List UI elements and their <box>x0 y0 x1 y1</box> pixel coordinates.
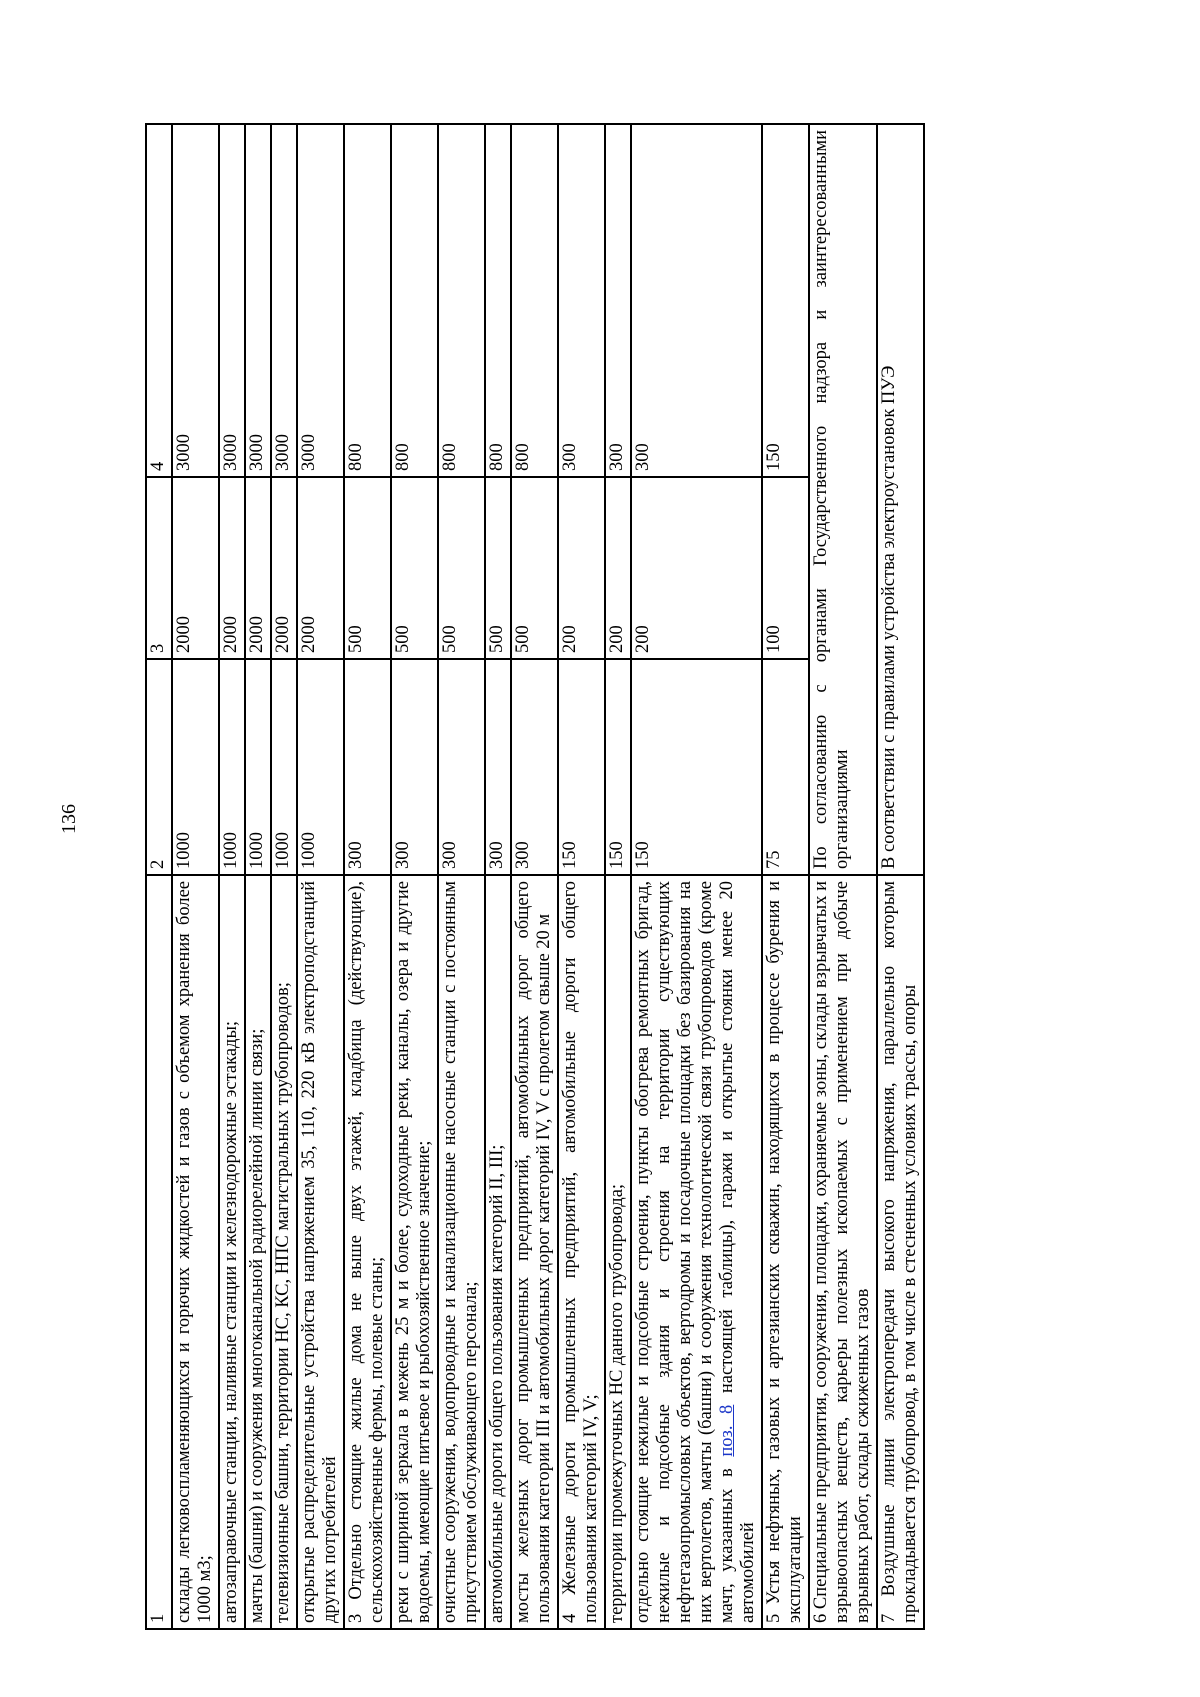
value-cell: 800 <box>438 124 485 477</box>
value-cell: 800 <box>485 124 511 477</box>
table-row <box>558 124 605 1629</box>
distance-table <box>145 123 925 1630</box>
value-cell: 800 <box>511 124 558 477</box>
object-cell: 7 Воздушные линии электропередачи высокого напряжения, параллельно которым прокладывается трубопровод, в том числе в стесненных условиях трассы, опоры <box>877 875 924 1629</box>
table-row <box>631 124 762 1629</box>
object-cell: реки с шириной зеркала в межень 25 м и более, судоходные реки, каналы, озера и другие водоемы, имеющие питьевое и рыбохозяйственное значение; <box>391 875 438 1629</box>
value-cell: 300 <box>438 659 485 875</box>
object-cell: открытые распределительные устройства напряжением 35, 110, 220 кВ электроподстанций других потребителей <box>297 875 344 1629</box>
value-cell: 150 <box>762 124 809 477</box>
merged-value-cell: По согласованию с органами Государственного надзора и заинтересованными организациями <box>809 124 877 875</box>
object-cell: мосты железных дорог промышленных предприятий, автомобильных дорог общего пользования категории III и автомобильных дорог категорий IV, V с пролетом свыше 20 м <box>511 875 558 1629</box>
object-text-after-link: настоящей таблицы), гаражи и открытые стоянки менее 20 автомобилей <box>717 880 758 1623</box>
value-cell: 800 <box>391 124 438 477</box>
merged-value-cell: В соответствии с правилами устройства электроустановок ПУЭ <box>877 124 924 875</box>
value-cell: 300 <box>631 124 762 477</box>
value-cell: 300 <box>391 659 438 875</box>
object-cell: телевизионные башни, территории НС, КС, НПС магистральных трубопроводов; <box>271 875 297 1629</box>
table-row <box>245 124 271 1629</box>
object-cell: 4 Железные дороги промышленных предприятий, автомобильные дороги общего пользования категорий IV, V; <box>558 875 605 1629</box>
value-cell: 500 <box>438 477 485 659</box>
value-cell: 100 <box>762 477 809 659</box>
value-cell: 300 <box>511 659 558 875</box>
value-cell: 1000 <box>172 659 219 875</box>
value-cell: 1000 <box>271 659 297 875</box>
position-8-link[interactable]: поз. 8 <box>717 1404 737 1457</box>
header-cell: 3 <box>146 477 172 659</box>
value-cell: 2000 <box>245 477 271 659</box>
header-cell: 2 <box>146 659 172 875</box>
object-cell <box>631 875 762 1629</box>
value-cell: 300 <box>344 659 391 875</box>
object-cell: мачты (башни) и сооружения многоканальной радиорелейной линии связи; <box>245 875 271 1629</box>
table-row <box>219 124 245 1629</box>
value-cell: 150 <box>631 659 762 875</box>
object-cell: 6 Специальные предприятия, сооружения, площадки, охраняемые зоны, склады взрывчатых и взрывоопасных веществ, карьеры полезных ископаемых с применением при добыче взрывных работ, склады сжиженных газов <box>809 875 877 1629</box>
object-cell: автозаправочные станции, наливные станции и железнодорожные эстакады; <box>219 875 245 1629</box>
value-cell: 500 <box>344 477 391 659</box>
object-cell: 5 Устья нефтяных, газовых и артезианских скважин, находящихся в процессе бурения и эксплуатации <box>762 875 809 1629</box>
value-cell: 500 <box>485 477 511 659</box>
table-row <box>605 124 631 1629</box>
table-row <box>391 124 438 1629</box>
object-cell: территории промежуточных НС данного трубопровода; <box>605 875 631 1629</box>
value-cell: 150 <box>558 659 605 875</box>
table-row <box>762 124 809 1629</box>
value-cell: 200 <box>631 477 762 659</box>
value-cell: 800 <box>344 124 391 477</box>
value-cell: 3000 <box>271 124 297 477</box>
value-cell: 2000 <box>271 477 297 659</box>
value-cell: 2000 <box>297 477 344 659</box>
table-row <box>877 124 924 1629</box>
value-cell: 200 <box>558 477 605 659</box>
header-cell: 1 <box>146 875 172 1629</box>
table-row <box>297 124 344 1629</box>
rotated-table-container <box>145 125 1090 1630</box>
object-cell: 3 Отдельно стоящие жилые дома не выше двух этажей, кладбища (действующие), сельскохозяйственные фермы, полевые станы; <box>344 875 391 1629</box>
value-cell: 1000 <box>219 659 245 875</box>
value-cell: 3000 <box>172 124 219 477</box>
value-cell: 200 <box>605 477 631 659</box>
value-cell: 300 <box>605 124 631 477</box>
table-row <box>271 124 297 1629</box>
value-cell: 1000 <box>297 659 344 875</box>
object-cell: очистные сооружения, водопроводные и канализационные насосные станции с постоянным присутствием обслуживающего персонала; <box>438 875 485 1629</box>
value-cell: 75 <box>762 659 809 875</box>
object-text-before-link: отдельно стоящие нежилые и подсобные строения, пункты обогрева ремонтных бригад, нежилые и подсобные здания и строения на территории существующих нефтегазопромысловых объектов, вертодромы и посадочные площадки без базирования на них вертолетов, мачты (башни) и сооружения технологической связи трубопроводов (кроме мачт, указанных в <box>633 881 737 1623</box>
value-cell: 500 <box>511 477 558 659</box>
header-cell: 4 <box>146 124 172 477</box>
table-row <box>344 124 391 1629</box>
table-row <box>485 124 511 1629</box>
header-row <box>146 124 172 1629</box>
value-cell: 300 <box>485 659 511 875</box>
value-cell: 500 <box>391 477 438 659</box>
table-row <box>809 124 877 1629</box>
value-cell: 1000 <box>245 659 271 875</box>
page-number: 136 <box>58 804 80 834</box>
table-row <box>172 124 219 1629</box>
value-cell: 2000 <box>172 477 219 659</box>
object-cell: автомобильные дороги общего пользования категорий II, III; <box>485 875 511 1629</box>
object-cell: склады легковоспламеняющихся и горючих жидкостей и газов с объемом хранения более 1000 м3; <box>172 875 219 1629</box>
value-cell: 3000 <box>245 124 271 477</box>
value-cell: 3000 <box>297 124 344 477</box>
value-cell: 3000 <box>219 124 245 477</box>
value-cell: 150 <box>605 659 631 875</box>
value-cell: 300 <box>558 124 605 477</box>
table-row <box>511 124 558 1629</box>
value-cell: 2000 <box>219 477 245 659</box>
table-row <box>438 124 485 1629</box>
